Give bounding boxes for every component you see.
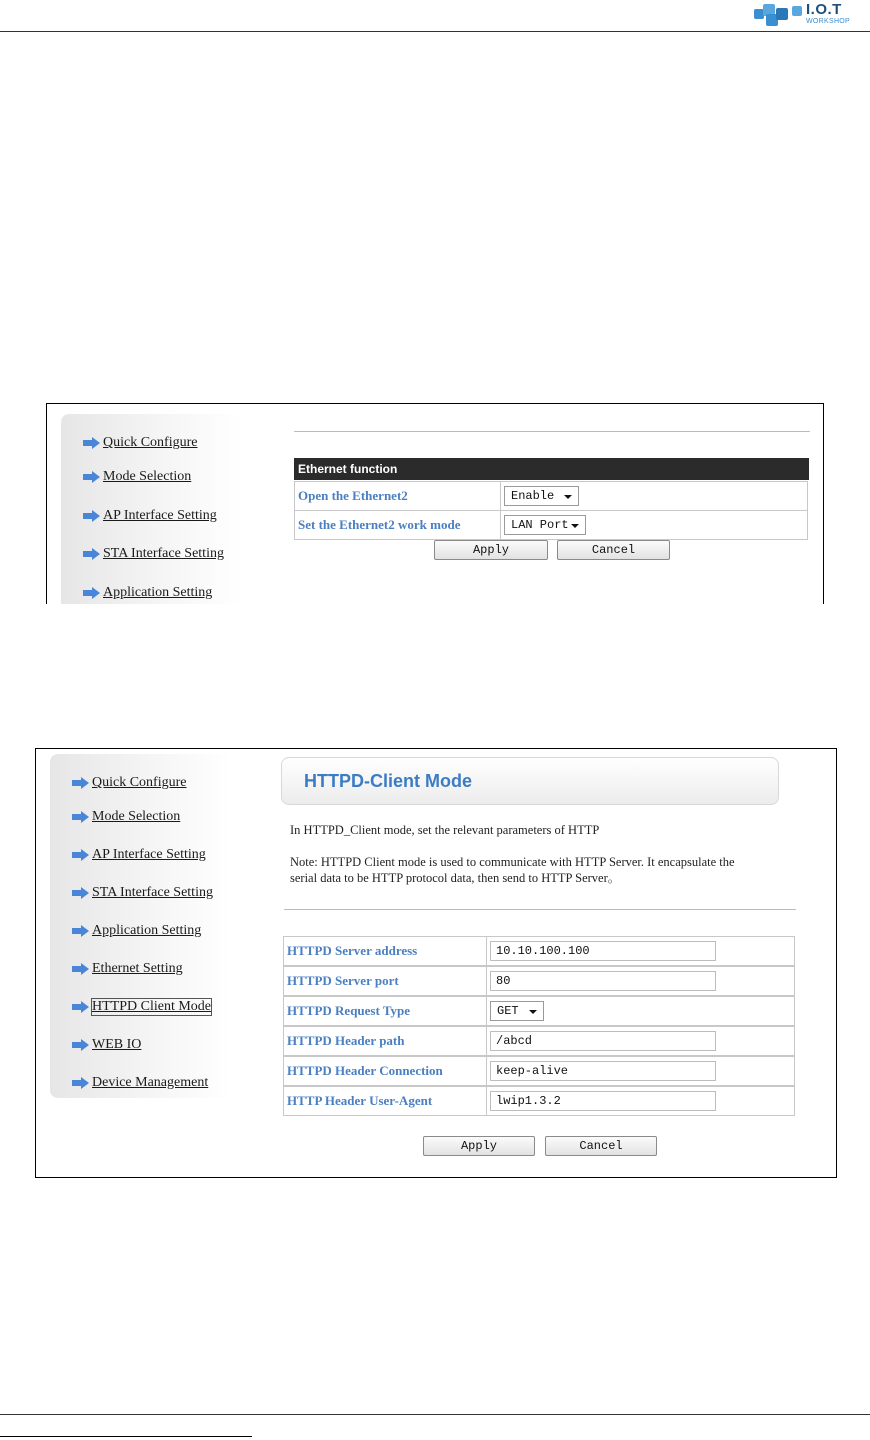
ethernet2-mode-select[interactable] <box>504 515 586 535</box>
sidebar <box>61 414 243 604</box>
arrow-right-icon <box>83 437 100 449</box>
sidebar-item-label: AP Interface Setting <box>92 847 206 862</box>
arrow-right-icon <box>72 1077 89 1089</box>
cell-divider <box>486 1057 487 1085</box>
row-label: Set the Ethernet2 work mode <box>298 517 461 532</box>
footer-rule <box>0 1414 870 1415</box>
chevron-down-icon <box>564 495 572 499</box>
sidebar-item-mode-selection[interactable] <box>83 465 191 489</box>
arrow-right-icon <box>83 587 100 599</box>
sidebar-item-label: STA Interface Setting <box>103 546 224 561</box>
form-row-open-ethernet2 <box>294 481 808 511</box>
cell-divider <box>486 937 487 965</box>
sidebar-item-application[interactable] <box>72 919 201 943</box>
cell-divider <box>486 997 487 1025</box>
sidebar-item-label: Quick Configure <box>103 435 198 450</box>
form-row-header-path <box>283 1026 795 1056</box>
sidebar-item-mode-selection[interactable] <box>72 805 180 829</box>
sidebar-item-httpd-client[interactable] <box>72 995 211 1019</box>
form-row-request-type <box>283 996 795 1026</box>
header-connection-input[interactable]: keep-alive <box>490 1061 716 1081</box>
header-rule <box>0 31 870 32</box>
sidebar-item-sta-interface[interactable] <box>83 542 224 566</box>
select-value: LAN Port <box>511 518 569 532</box>
cancel-button[interactable]: Cancel <box>545 1136 657 1156</box>
sidebar-item-quick-configure[interactable] <box>72 771 186 795</box>
sidebar-item-label: Mode Selection <box>103 469 192 484</box>
sidebar-item-label: Quick Configure <box>92 775 187 790</box>
section-header: Ethernet function <box>294 458 809 480</box>
arrow-right-icon <box>83 548 100 560</box>
row-label: HTTPD Server port <box>287 973 399 988</box>
server-address-input[interactable]: 10.10.100.100 <box>490 941 716 961</box>
arrow-right-icon <box>83 471 100 483</box>
row-label: HTTPD Header path <box>287 1033 405 1048</box>
form-row-ethernet2-mode <box>294 510 808 540</box>
note-text-line1: Note: HTTPD Client mode is used to communicate with HTTP Server. It encapsulate the <box>290 855 735 869</box>
cancel-button[interactable]: Cancel <box>557 540 670 560</box>
sidebar-item-label: Mode Selection <box>92 809 181 824</box>
cell-divider <box>486 967 487 995</box>
sidebar-item-ap-interface[interactable] <box>83 504 217 528</box>
sidebar-item-label: WEB IO <box>92 1037 142 1052</box>
sidebar-item-web-io[interactable] <box>72 1033 141 1057</box>
footnote-rule <box>0 1436 252 1437</box>
sidebar-item-label: Application Setting <box>92 923 202 938</box>
cell-divider <box>486 1087 487 1115</box>
divider <box>284 909 796 910</box>
sidebar-item-label: Device Management <box>92 1075 209 1090</box>
form-row-user-agent <box>283 1086 795 1116</box>
sidebar-item-application[interactable] <box>83 581 212 604</box>
ethernet2-enable-select[interactable] <box>504 486 579 506</box>
form-row-server-address <box>283 936 795 966</box>
arrow-right-icon <box>72 1001 89 1013</box>
sidebar-item-sta-interface[interactable] <box>72 881 213 905</box>
arrow-right-icon <box>72 811 89 823</box>
divider <box>294 431 810 432</box>
arrow-right-icon <box>72 849 89 861</box>
arrow-right-icon <box>72 963 89 975</box>
arrow-right-icon <box>83 510 100 522</box>
apply-button[interactable]: Apply <box>423 1136 535 1156</box>
sidebar-item-label: HTTPD Client Mode <box>92 999 211 1014</box>
arrow-right-icon <box>72 887 89 899</box>
header-path-input[interactable]: /abcd <box>490 1031 716 1051</box>
form-row-server-port <box>283 966 795 996</box>
cell-divider <box>500 482 501 510</box>
arrow-right-icon <box>72 1039 89 1051</box>
select-value: Enable <box>511 489 555 503</box>
logo-text: I.O.T <box>806 1 842 18</box>
sidebar-item-ap-interface[interactable] <box>72 843 206 867</box>
form-row-header-connection <box>283 1056 795 1086</box>
row-label: HTTP Header User-Agent <box>287 1093 433 1108</box>
sidebar-item-label: STA Interface Setting <box>92 885 213 900</box>
server-port-input[interactable]: 80 <box>490 971 716 991</box>
logo-subtext: WORKSHOP <box>806 18 851 25</box>
row-label: Open the Ethernet2 <box>298 488 408 503</box>
select-value: GET <box>497 1004 519 1018</box>
page-title: HTTPD-Client Mode <box>304 771 472 791</box>
sidebar <box>50 754 232 1098</box>
sidebar-item-device-management[interactable] <box>72 1071 208 1095</box>
user-agent-input[interactable]: lwip1.3.2 <box>490 1091 716 1111</box>
sidebar-item-label: AP Interface Setting <box>103 508 217 523</box>
row-label: HTTPD Server address <box>287 943 418 958</box>
cell-divider <box>486 1027 487 1055</box>
row-label: HTTPD Header Connection <box>287 1063 443 1078</box>
request-type-select[interactable] <box>490 1001 544 1021</box>
cell-divider <box>500 511 501 539</box>
arrow-right-icon <box>72 925 89 937</box>
sidebar-item-quick-configure[interactable] <box>83 431 197 455</box>
chevron-down-icon <box>529 1010 537 1014</box>
chevron-down-icon <box>571 524 579 528</box>
ethernet-function-screenshot <box>46 403 824 604</box>
row-label: HTTPD Request Type <box>287 1003 411 1018</box>
httpd-client-screenshot <box>35 748 837 1178</box>
arrow-right-icon <box>72 777 89 789</box>
note-text-line2: serial data to be HTTP protocol data, then send to HTTP Server。 <box>290 871 621 885</box>
sidebar-item-ethernet[interactable] <box>72 957 183 981</box>
sidebar-item-label: Ethernet Setting <box>92 961 183 976</box>
sidebar-item-label: Application Setting <box>103 585 213 600</box>
apply-button[interactable]: Apply <box>434 540 548 560</box>
intro-text: In HTTPD_Client mode, set the relevant parameters of HTTP <box>290 823 600 837</box>
